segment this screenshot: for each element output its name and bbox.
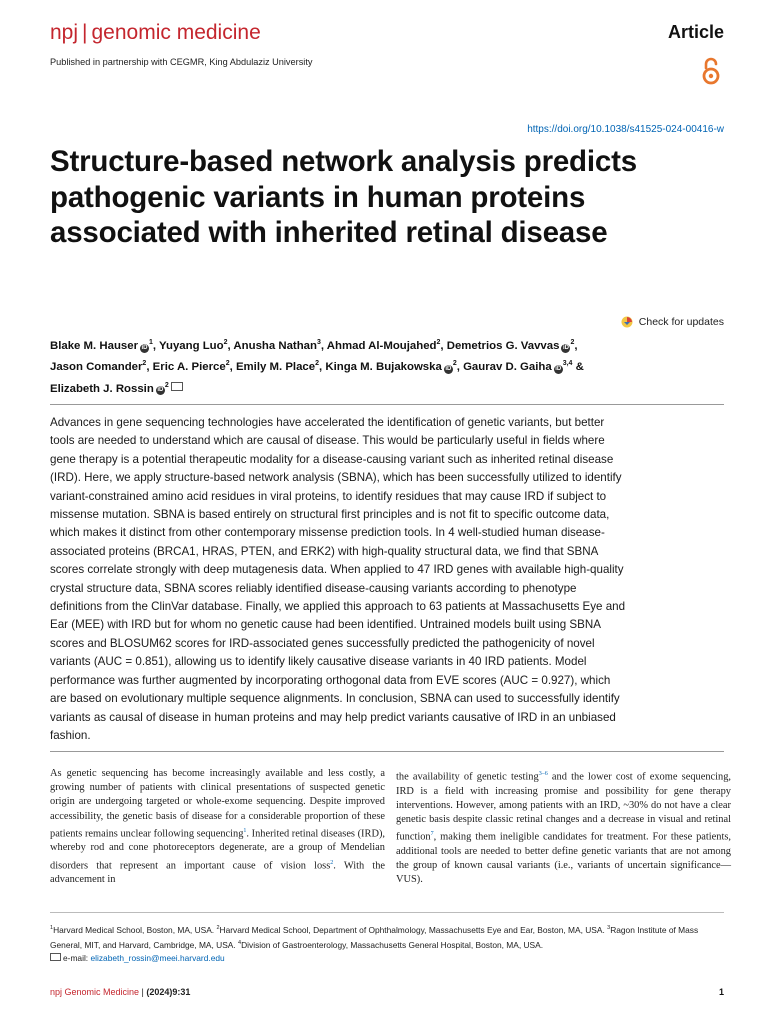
author-name[interactable]: Demetrios G. Vavvas — [446, 339, 560, 352]
citation-link[interactable]: 7 — [430, 831, 434, 838]
masthead-separator: | — [82, 21, 88, 44]
affiliation-number: 1 — [50, 925, 54, 931]
body-column-right — [396, 767, 731, 888]
footer-volume: (2024)9:31 — [146, 987, 191, 997]
orcid-icon[interactable]: iD — [157, 387, 164, 394]
author-affiliation: 2 — [452, 360, 457, 368]
author-name[interactable]: Eric A. Pierce — [152, 361, 226, 374]
page-number: 1 — [718, 987, 724, 997]
author-affiliation: 1 — [149, 339, 153, 346]
author-affiliation: 2 — [570, 339, 575, 346]
article-type-label: Article — [667, 22, 724, 42]
author-name[interactable]: Blake M. Hauser — [50, 339, 138, 352]
author-affiliation: 3 — [316, 339, 321, 346]
abstract-text: Advances in gene sequencing technologies have accelerated the identification of genetic variants, but better tools are needed to understand which are causal of disease. This would be particularly useful in fields where gene therapy is a potential therapeutic modality for a disease-causing variant such as inherited retinal disease (IRD). Here, we apply structure-based network analysis (SBNA), which has been successfully utilized to identify variant-constrained amino acid residues in viral proteins, to identify residues that may cause IRD if subject to missense mutation. SBNA is based entirely on structural first principles and is not fit to specific outcome data, which makes it distinct from other contemporary missense prediction tools. In 4 well-studied human disease-associated proteins (BRCA1, HRAS, PTEN, and ERK2) with high-quality structural data, we find that SBNA scores correlate strongly with deep mutagenesis data. When applied to 47 IRD genes with available high-quality crystal structure data, SBNA scores reliably identified disease-causing variants according to phenotype definitions from the ClinVar database. Finally, we applied this approach to 63 patients at Massachusetts Eye and Ear (MEE) with IRD but for whom no genetic cause had been identified. Untrained models built using SBNA scores and BLOSUM62 scores for IRD-associated genes successfully predicted the pathogenicity of novel variants (AUC = 0.851), allowing us to identify likely causative disease variants in 40 IRD patients. Model performance was further augmented by incorporating orthogonal data from EVE scores (AUC = 0.927), which are based on evolutionary multiple sequence alignments. In conclusion, SBNA can used to successfully identify variants as causal of disease in human proteins and may help predict variants causative of IRD in an unbiased fashion. — [50, 416, 626, 742]
abstract-bottom-rule — [50, 751, 724, 752]
envelope-icon[interactable] — [171, 382, 183, 391]
body-text: , making them ineligible candidates for treatment. For these patients, additional tools are needed to better define genetic variants that are not among the group of known causal variants (i.e., variants of uncertain significance—VUS). — [396, 831, 731, 886]
citation-link[interactable]: 1 — [243, 827, 247, 834]
author-affiliation: 2 — [225, 360, 230, 368]
doi-link[interactable]: https://doi.org/10.1038/s41525-024-00416-w — [527, 124, 724, 135]
affiliation-number: 3 — [607, 925, 611, 931]
envelope-icon — [50, 953, 61, 961]
check-for-updates-button[interactable] — [621, 316, 724, 328]
affiliation-text: Harvard Medical School, Boston, MA, USA. — [53, 924, 217, 935]
author-affiliation: 2 — [142, 360, 147, 368]
page-footer — [50, 987, 190, 997]
affiliations-footnote — [50, 922, 726, 965]
author-name[interactable]: Kinga M. Bujakowska — [325, 361, 442, 374]
email-link[interactable]: elizabeth_rossin@meei.harvard.edu — [90, 952, 225, 963]
author-affiliation: 2 — [315, 360, 319, 368]
affiliation-number: 4 — [238, 939, 242, 946]
orcid-icon[interactable]: iD — [445, 366, 452, 373]
body-text: and the lower cost of exome sequencing, IRD is a field with increasing promise and possibility for gene therapy interventions. However, among patients with an IRD, ~30% do not have a clear genetic basis despite classic retinal changes and a decrease in visual and retinal function — [396, 771, 732, 843]
citation-link[interactable]: 3–6 — [538, 771, 548, 777]
footer-separator: | — [139, 987, 147, 997]
affiliation-text: Harvard Medical School, Department of Ophthalmology, Massachusetts Eye and Ear, Boston, MA, USA. — [219, 924, 608, 935]
author-list: Blake M. Hauser $iD^1$, Yuyang Luo$^2$, Anusha Nathan$^3$, Ahmad Al-Moujahed$^2$, Demetrios G. Vavvas $iD^2$, Jason Comander$^2$, Eric A. Pierce$^2$, Emily M. Place$^2$, Kinga M. Bujakowska $iD^2$, Gaurav D. Gaiha iD$^{3,4}$ & Elizabeth J. Rossin $iD^2$ — [50, 339, 584, 395]
author-name[interactable]: Ahmad Al-Moujahed — [326, 339, 437, 352]
affiliation-number: 2 — [216, 925, 220, 931]
author-name[interactable]: Anusha Nathan — [233, 339, 317, 352]
orcid-icon[interactable]: iD — [555, 366, 562, 373]
body-text: As genetic sequencing has become increasingly available and less costly, a growing number of patients with clinical presentations of suspected genetic origin are undergoing targeted or whole-exome sequencing. Despite improved accessibility, the genetic basis of disease for a considerable proportion of these patients remains unclear following sequencing — [50, 768, 385, 840]
author-affiliation: 2 — [223, 339, 228, 346]
footnote-rule — [50, 912, 724, 913]
author-name[interactable]: Emily M. Place — [235, 361, 316, 374]
author-affiliation: 3,4 — [562, 360, 573, 368]
affiliation-text: Ragon Institute of Mass General, MIT, and Harvard, Cambridge, MA, USA. — [50, 924, 699, 950]
body-text: . With the advancement in — [50, 860, 385, 886]
author-name[interactable]: Elizabeth J. Rossin — [50, 382, 154, 395]
affiliation-text: Division of Gastroenterology, Massachusetts General Hospital, Boston, MA, USA. — [241, 939, 544, 950]
journal-masthead[interactable] — [50, 20, 261, 46]
body-column-left — [50, 767, 385, 888]
open-access-icon — [700, 56, 722, 86]
journal-npj: npj — [50, 21, 79, 44]
author-name[interactable]: Yuyang Luo — [159, 339, 224, 352]
orcid-icon[interactable]: iD — [141, 344, 148, 351]
orcid-icon[interactable]: iD — [562, 344, 569, 351]
email-label: e-mail: — [63, 952, 91, 963]
author-name[interactable]: Gaurav D. Gaiha — [463, 361, 552, 374]
author-affiliation: 2 — [164, 381, 169, 389]
author-affiliation: 2 — [436, 339, 441, 346]
author-name[interactable]: Jason Comander — [50, 361, 143, 374]
article-title: Structure-based network analysis predicts pathogenic variants in human proteins associated with inherited retinal disease — [50, 145, 637, 249]
check-for-updates-icon — [621, 316, 633, 328]
footer-journal-name[interactable]: npj Genomic Medicine — [50, 987, 140, 997]
body-text: the availability of genetic testing — [396, 771, 539, 783]
abstract-top-rule — [50, 404, 724, 405]
citation-link[interactable]: 2 — [330, 859, 334, 866]
partnership-line: Published in partnership with CEGMR, King Abdulaziz University — [50, 57, 313, 67]
body-text: . Inherited retinal diseases (IRD), whereby rod and cone photoreceptors degenerate, are a group of Mendelian disorders that represent an important cause of vision loss — [50, 828, 386, 872]
check-for-updates-label: Check for updates — [638, 316, 724, 328]
journal-name: genomic medicine — [91, 21, 261, 44]
